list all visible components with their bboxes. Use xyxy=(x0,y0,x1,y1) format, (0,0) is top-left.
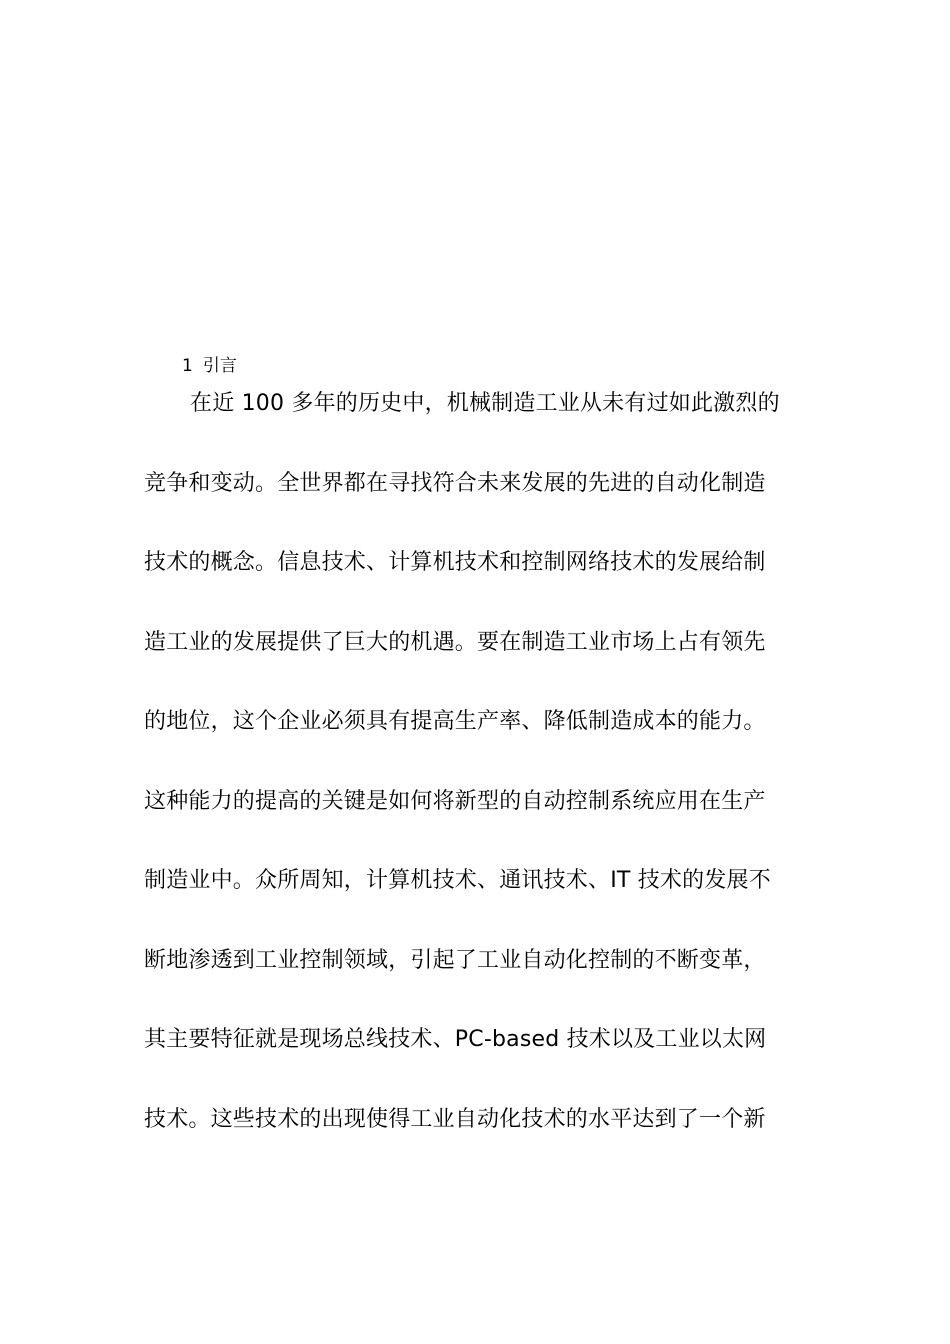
section-title: 引言 xyxy=(202,356,237,376)
paragraph-line: 竞争和变动。全世界都在寻找符合未来发展的先进的自动化制造 xyxy=(144,471,766,496)
paragraph-line: 造工业的发展提供了巨大的机遇。要在制造工业市场上占有领先 xyxy=(144,630,766,655)
paragraph-line: 技术的概念。信息技术、计算机技术和控制网络技术的发展给制 xyxy=(144,550,766,575)
paragraph-line: 在近 100 多年的历史中，机械制造工业从未有过如此激烈的 xyxy=(190,391,780,416)
paragraph-line: 技术。这些技术的出现使得工业自动化技术的水平达到了一个新 xyxy=(144,1107,766,1132)
paragraph-line: 的地位，这个企业必须具有提高生产率、降低制造成本的能力。 xyxy=(144,709,766,734)
section-number: 1 xyxy=(182,356,193,376)
section-heading xyxy=(182,354,237,378)
paragraph-line: 这种能力的提高的关键是如何将新型的自动控制系统应用在生产 xyxy=(144,789,766,814)
paragraph-line: 制造业中。众所周知，计算机技术、通讯技术、IT 技术的发展不 xyxy=(144,868,771,893)
paragraph-line: 其主要特征就是现场总线技术、PC-based 技术以及工业以太网 xyxy=(144,1027,767,1052)
paragraph-line: 断地渗透到工业控制领域，引起了工业自动化控制的不断变革， xyxy=(144,948,766,973)
